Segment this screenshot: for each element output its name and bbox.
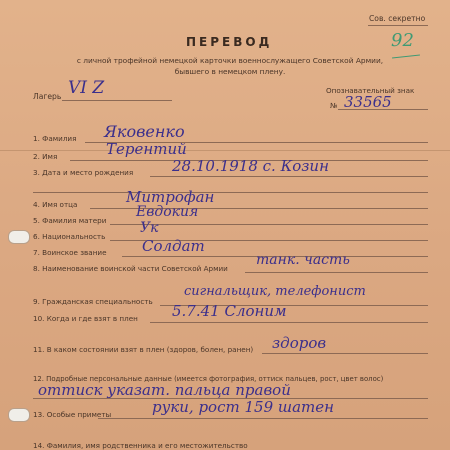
field-father-name-label: 4. Имя отца (33, 200, 78, 209)
field-father-name-value: Митрофан (126, 188, 215, 206)
field-rank-label: 7. Воинское звание (33, 248, 107, 257)
field-first-name-value: Терентий (106, 140, 187, 158)
punch-hole-top (8, 230, 30, 244)
field-condition-rule (262, 353, 428, 354)
field-unit-value: танк. часть (256, 252, 350, 268)
id-mark-label: Опознавательный знак (326, 86, 415, 95)
field-birth-value: 28.10.1918 с. Козин (172, 157, 329, 175)
field-birth-rule (150, 176, 428, 177)
field-marks-value: руки, рост 159 шатен (152, 398, 335, 416)
field-marks-rule (98, 418, 428, 419)
field-birth-label: 3. Дата и место рождения (33, 168, 134, 177)
field-profession-value: сигнальщик, телефонист (184, 284, 366, 299)
field-captured-label: 10. Когда и где взят в плен (33, 314, 138, 323)
field-nationality-label: 6. Национальность (33, 232, 106, 241)
field-surname-label: 1. Фамилия (33, 134, 77, 143)
extra-rule (33, 192, 428, 193)
subtitle-line-2: бывшего в немецком плену. (174, 67, 286, 76)
field-mother-label: 5. Фамилия матери (33, 216, 107, 225)
field-mother-value: Евдокия (136, 204, 199, 220)
field-captured-value: 5.7.41 Слоним (172, 302, 287, 320)
field-rank-value: Солдат (142, 237, 205, 255)
paper-fold (0, 150, 450, 151)
camp-value: VI Z (68, 78, 105, 98)
field-surname-value: Яковенко (104, 122, 185, 141)
camp-label: Лагерь (33, 92, 62, 101)
page-number: 92 (391, 30, 414, 51)
id-mark-value: 33565 (344, 93, 392, 111)
field-condition-label: 11. В каком состоянии взят в плен (здоров, болен, ранен) (33, 345, 254, 354)
field-first-name-label: 2. Имя (33, 152, 58, 161)
field-marks-label: 13. Особые приметы (33, 410, 112, 419)
field-relative-label: 14. Фамилия, имя родственника и его местожительство (33, 441, 248, 450)
field-profession-label: 9. Гражданская специальность (33, 297, 153, 306)
document-title: ПЕРЕВОД (186, 35, 273, 49)
classification-mark: Сов. секретно (369, 14, 426, 23)
field-captured-rule (150, 322, 428, 323)
camp-rule (62, 100, 172, 101)
punch-hole-bottom (8, 408, 30, 422)
id-mark-prefix: № (330, 101, 338, 110)
subtitle-line-1: с личной трофейной немецкой карточки военнослужащего Советской Армии, (76, 56, 384, 65)
classification-underline (368, 25, 428, 26)
field-condition-value: здоров (272, 334, 327, 352)
page-number-underline (392, 55, 420, 59)
field-personal-data-label: 12. Подробные персональные данные (имеется фотография, оттиск пальцев, рост, цвет волос) (33, 375, 384, 383)
field-nationality-value: Ук (140, 220, 159, 236)
field-personal-data-value: оттиск указат. пальца правой (38, 381, 291, 399)
field-unit-label: 8. Наименование воинской части Советской Армии (33, 264, 228, 273)
field-unit-rule (245, 272, 428, 273)
